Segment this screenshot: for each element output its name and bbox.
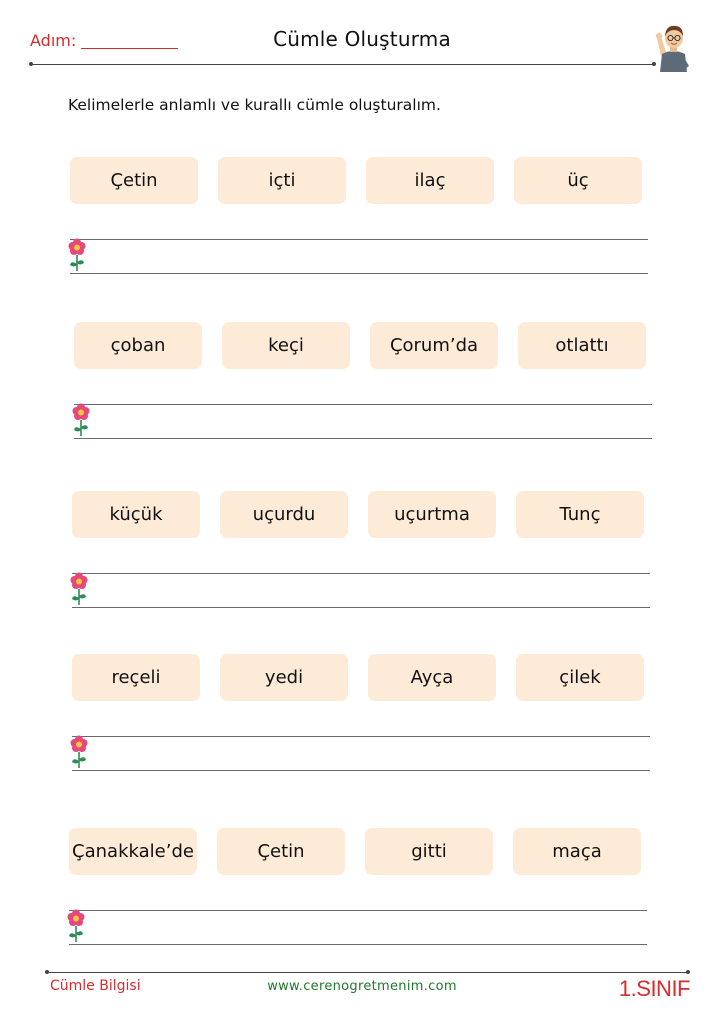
word-tile[interactable]: keçi [222, 322, 350, 369]
word-tile[interactable]: uçurtma [368, 491, 496, 538]
writing-line-bottom[interactable] [74, 438, 652, 439]
word-tile[interactable]: reçeli [72, 654, 200, 701]
divider-dot [45, 970, 49, 974]
footer-subject: Cümle Bilgisi [50, 978, 141, 994]
header-divider [31, 64, 654, 65]
word-tile[interactable]: çilek [516, 654, 644, 701]
word-tile[interactable]: uçurdu [220, 491, 348, 538]
word-tile[interactable]: içti [218, 157, 346, 204]
word-tile[interactable]: Ayça [368, 654, 496, 701]
name-label: Adım: [30, 31, 77, 50]
word-tile[interactable]: gitti [365, 828, 493, 875]
page-title: Cümle Oluşturma [273, 27, 451, 51]
writing-line-bottom[interactable] [70, 273, 648, 274]
writing-line-top[interactable] [72, 736, 650, 737]
footer-website-link[interactable]: www.cerenogretmenim.com [267, 979, 457, 994]
word-tile[interactable]: Çetin [217, 828, 345, 875]
word-tile[interactable]: küçük [72, 491, 200, 538]
name-field-line[interactable] [81, 48, 178, 49]
flower-icon [70, 735, 88, 769]
flower-icon [67, 909, 85, 943]
writing-line-bottom[interactable] [69, 944, 647, 945]
word-tile[interactable]: Çorum’da [370, 322, 498, 369]
flower-icon [68, 238, 86, 272]
flower-icon [72, 403, 90, 437]
instruction-text: Kelimelerle anlamlı ve kurallı cümle oluşturalım. [68, 96, 441, 114]
writing-line-top[interactable] [69, 910, 647, 911]
word-tile[interactable]: üç [514, 157, 642, 204]
writing-line-top[interactable] [72, 573, 650, 574]
word-tile[interactable]: otlattı [518, 322, 646, 369]
writing-line-top[interactable] [74, 404, 652, 405]
footer-grade-level: 1.SINIF [618, 976, 690, 1001]
writing-line-bottom[interactable] [72, 770, 650, 771]
word-tile[interactable]: ilaç [366, 157, 494, 204]
word-tile[interactable]: Tunç [516, 491, 644, 538]
word-tile[interactable]: çoban [74, 322, 202, 369]
word-tile[interactable]: Çetin [70, 157, 198, 204]
divider-dot [686, 970, 690, 974]
footer-divider [47, 972, 688, 973]
flower-icon [70, 572, 88, 606]
word-tile[interactable]: yedi [220, 654, 348, 701]
writing-line-bottom[interactable] [72, 607, 650, 608]
writing-line-top[interactable] [70, 239, 648, 240]
word-tile[interactable]: Çanakkale’de [69, 828, 197, 875]
cartoon-teacher-avatar [655, 16, 691, 72]
divider-dot [29, 62, 33, 66]
word-tile[interactable]: maça [513, 828, 641, 875]
